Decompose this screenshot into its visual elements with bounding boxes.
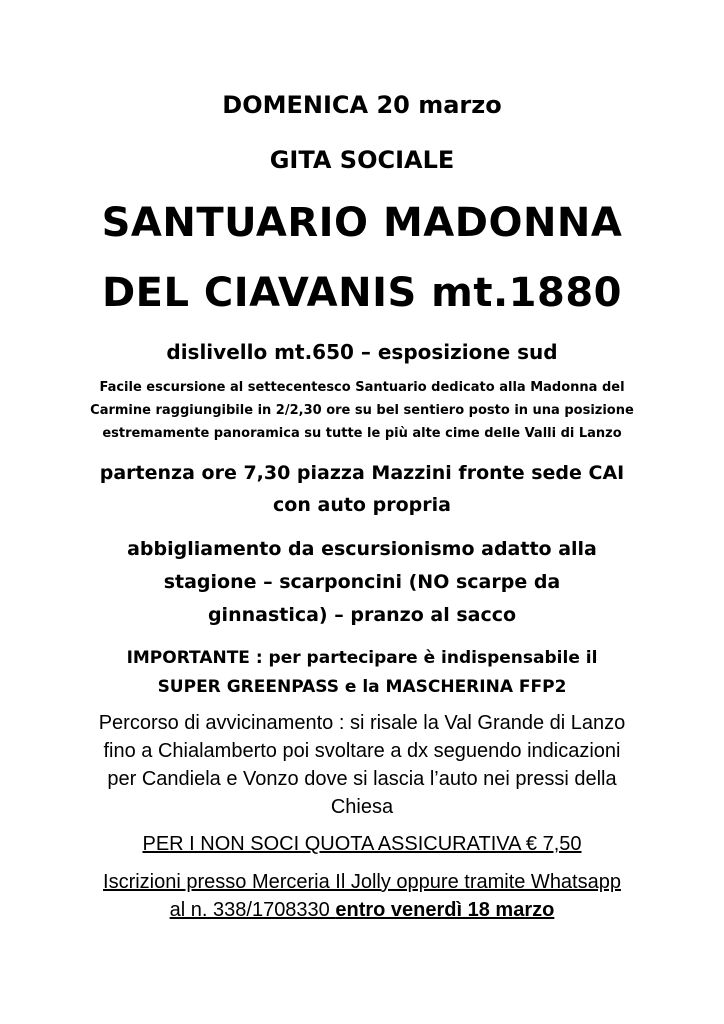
- route-line: per Candiela e Vonzo dove si lascia l’auto nei pressi della: [107, 768, 617, 790]
- departure-line: con auto propria: [273, 494, 451, 516]
- event-date: DOMENICA 20 marzo: [222, 91, 502, 119]
- description-line: Carmine raggiungibile in 2/2,30 ore su bel sentiero posto in una posizione: [90, 403, 634, 418]
- registration-phone: al n. 338/1708330: [169, 899, 336, 921]
- description-line: estremamente panoramica su tutte le più alte cime delle Valli di Lanzo: [102, 426, 622, 441]
- registration-deadline: entro venerdì 18 marzo: [335, 899, 555, 921]
- clothing-line: ginnastica) – pranzo al sacco: [207, 604, 517, 626]
- important-notice-line: IMPORTANTE : per partecipare è indispensabile il: [126, 648, 598, 668]
- important-notice-line: SUPER GREENPASS e la MASCHERINA FFP2: [157, 677, 567, 697]
- title-line-1: SANTUARIO MADONNA: [101, 200, 623, 246]
- trip-type: GITA SOCIALE: [269, 146, 455, 174]
- clothing-line: stagione – scarponcini (NO scarpe da: [163, 571, 561, 593]
- departure-line: partenza ore 7,30 piazza Mazzini fronte sede CAI: [99, 462, 625, 484]
- registration-line-2: [0, 899, 724, 922]
- clothing-line: abbigliamento da escursionismo adatto alla: [127, 538, 597, 560]
- route-line: Chiesa: [330, 796, 394, 818]
- registration-line: Iscrizioni presso Merceria Il Jolly oppure tramite Whatsapp: [103, 871, 621, 893]
- route-line: Percorso di avvicinamento : si risale la Val Grande di Lanzo: [98, 712, 626, 734]
- title-line-2: DEL CIAVANIS mt.1880: [101, 270, 623, 316]
- description-line: Facile escursione al settecentesco Santuario dedicato alla Madonna del: [99, 380, 625, 395]
- route-line: fino a Chialamberto poi svoltare a dx seguendo indicazioni: [103, 740, 621, 762]
- elevation-info: dislivello mt.650 – esposizione sud: [166, 340, 558, 364]
- insurance-fee: PER I NON SOCI QUOTA ASSICURATIVA € 7,50: [142, 833, 582, 855]
